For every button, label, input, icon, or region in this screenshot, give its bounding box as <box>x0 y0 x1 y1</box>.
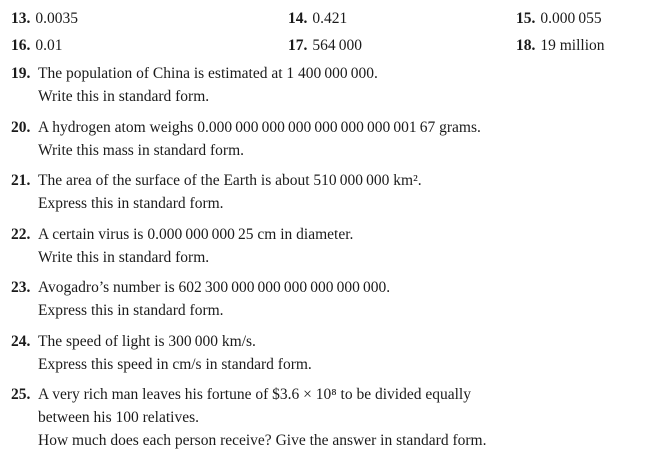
question-item <box>11 223 646 269</box>
short-answer-item <box>11 9 288 29</box>
question-list <box>11 62 646 460</box>
short-answer-item <box>11 36 288 56</box>
question-item <box>11 169 646 215</box>
question-item <box>11 383 646 452</box>
question-body <box>38 62 646 108</box>
question-number: 18. <box>516 37 536 54</box>
question-line: Express this speed in cm/s in standard form. <box>38 355 312 373</box>
question-body <box>38 169 646 215</box>
question-number: 22. <box>11 225 31 243</box>
question-line: The population of China is estimated at 1 400 000 000. <box>38 65 378 82</box>
question-number: 25. <box>11 386 31 403</box>
short-answer-item <box>516 9 602 29</box>
question-line: Express this in standard form. <box>38 195 224 212</box>
short-answer-grid <box>11 9 641 63</box>
question-line: Avogadro’s number is 602 300 000 000 000 000 000 000. <box>38 279 391 296</box>
question-value: 0.000 055 <box>540 10 602 27</box>
question-line: A certain virus is 0.000 000 000 25 cm in diameter. <box>38 225 354 243</box>
short-answer-item <box>288 36 516 56</box>
question-line: The speed of light is 300 000 km/s. <box>38 332 256 350</box>
question-number: 21. <box>11 172 31 189</box>
question-body <box>38 116 646 162</box>
question-number: 15. <box>516 10 536 27</box>
question-body <box>38 330 646 376</box>
question-line: How much does each person receive? Give the answer in standard form. <box>38 432 487 449</box>
question-line: between his 100 relatives. <box>38 409 199 426</box>
question-number: 20. <box>11 118 31 136</box>
question-number: 17. <box>288 37 308 54</box>
question-number: 24. <box>11 332 31 350</box>
question-number: 23. <box>11 279 31 296</box>
question-line: A hydrogen atom weighs 0.000 000 000 000 000 000 000 001 67 grams. <box>38 118 481 136</box>
question-item <box>11 116 646 162</box>
question-number: 16. <box>11 37 31 54</box>
question-number: 14. <box>288 10 308 27</box>
question-line: The area of the surface of the Earth is about 510 000 000 km². <box>38 172 422 189</box>
question-value: 564 000 <box>312 37 362 54</box>
question-body <box>38 276 646 322</box>
question-value: 0.421 <box>312 10 348 27</box>
question-body <box>38 383 646 452</box>
question-line: Write this mass in standard form. <box>38 141 245 159</box>
short-answer-row <box>11 36 641 63</box>
question-value: 19 million <box>540 37 605 54</box>
question-line: Write this in standard form. <box>38 88 210 105</box>
question-value: 0.0035 <box>35 10 78 27</box>
question-line: Write this in standard form. <box>38 248 210 266</box>
question-number: 19. <box>11 65 31 82</box>
question-item <box>11 62 646 108</box>
question-line: A very rich man leaves his fortune of $3.6 × 10⁸ to be divided equally <box>38 386 471 403</box>
question-body <box>38 223 646 269</box>
short-answer-row <box>11 9 641 36</box>
question-line: Express this in standard form. <box>38 302 224 319</box>
question-item <box>11 330 646 376</box>
short-answer-item <box>288 9 516 29</box>
question-value: 0.01 <box>35 37 63 54</box>
short-answer-item <box>516 36 605 56</box>
question-number: 13. <box>11 10 31 27</box>
question-item <box>11 276 646 322</box>
